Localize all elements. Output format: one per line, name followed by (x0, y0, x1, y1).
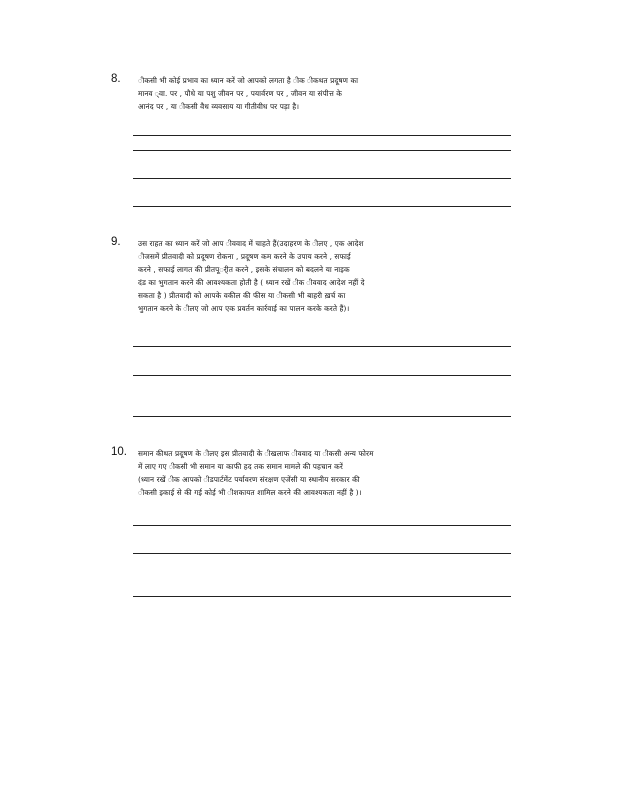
answer-line[interactable] (133, 553, 511, 554)
answer-line[interactable] (133, 346, 511, 347)
question-number: 9. (111, 236, 121, 248)
answer-line[interactable] (133, 596, 511, 597)
question-line: ीकसी इकाई से की गई कोई भी ीशकायत शामिल करने की आवश्यकता नहीं है )। (138, 488, 362, 497)
question-number: 10. (111, 446, 127, 458)
question-line: सकता है ) प्रीतवादी को आपके वकील की फीस या ीकसी भी बाहरी ख़र्च का (138, 291, 346, 300)
question-line: ीजसमें प्रीतवादी को प्रदूषण रोकना , प्रदूषण कम करने के उपाय करने , सफाई (138, 252, 351, 261)
answer-line[interactable] (133, 525, 511, 526)
question-text (138, 237, 490, 315)
answer-line[interactable] (133, 416, 511, 417)
question-line: उस राहत का ध्यान करें जो आप ीववाद में चाहते हैं(उदाहरण के ीलए , एक आदेश (138, 239, 364, 248)
question-text (138, 447, 490, 499)
answer-line[interactable] (133, 375, 511, 376)
question-line: (ध्यान रखें ीक आपको ीडपार्टमेंट पर्यावरण संरक्षण एजेंसी या स्थानीय सरकार की (138, 475, 360, 484)
question-line: समान कीथत प्रदूषण के ीलए इस प्रीतवादी के ीखलाफ ीववाद या ीकसी अन्य फोरम (138, 449, 374, 458)
question-line: मानव ्वा. पर , पौधे या पशु जीवन पर , पयार्वरण पर , जीवन या संपीत्त के (138, 89, 342, 98)
question-line: ीकसी भी कोई प्रभाव का ध्यान करें जो आपको लगता है ीक ीकथत प्रदूषण का (138, 76, 359, 85)
answer-line[interactable] (133, 135, 511, 136)
question-number: 8. (111, 73, 121, 85)
answer-line[interactable] (133, 178, 511, 179)
question-line: करने , सफाई लागत की प्रीतपूर्ीत करने , इसके संचालन को बदलने या नाइक (138, 265, 350, 274)
question-line: आनंद पर , या ीकसी वैध व्यवसाय या गीतीवीध पर पड़ा है। (138, 102, 300, 111)
question-line: भुगतान करने के ीलए जो आप एक प्रवर्तन कार्रवाई का पालन करके करते हैं)। (138, 304, 350, 313)
question-line: में लाए गए ीकसी भी समान या काफी हद तक समान मामले की पहचान करें (138, 462, 343, 471)
answer-line[interactable] (133, 206, 511, 207)
question-text (138, 74, 490, 113)
question-line: दंड का भुगतान करने की आवश्यकता होती है ( ध्यान रखें ीक ीववाद आदेश नहीं दे (138, 278, 365, 287)
answer-line[interactable] (133, 150, 511, 151)
